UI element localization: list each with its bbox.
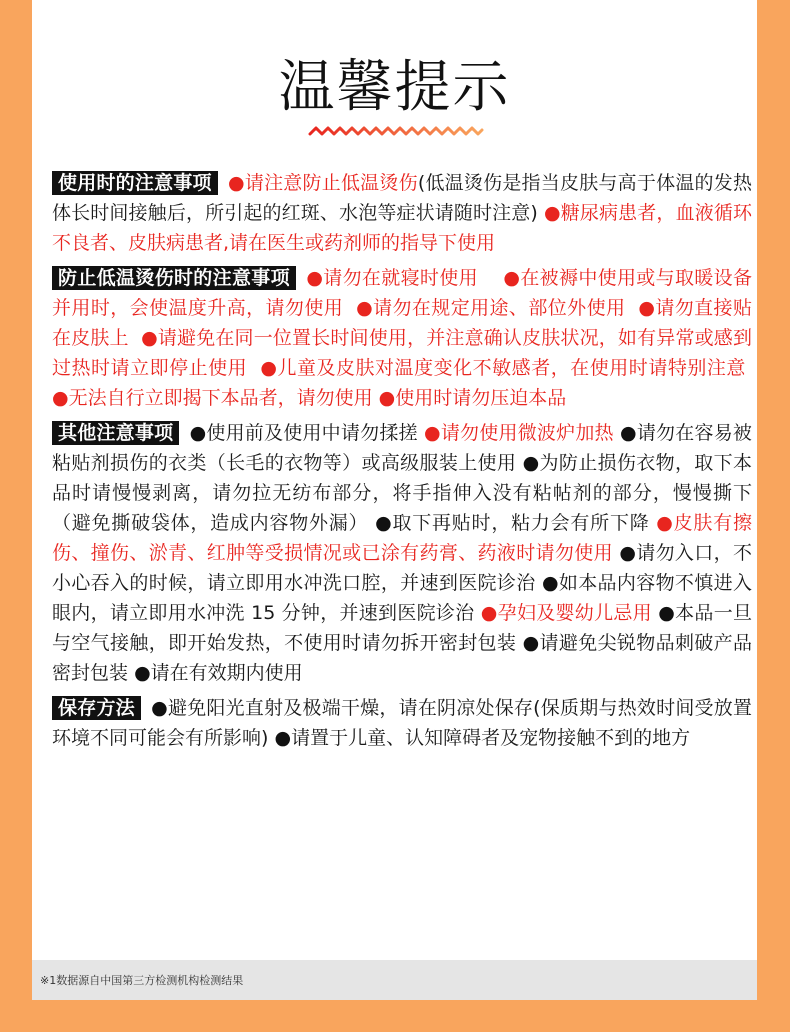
section-header: 防止低温烫伤时的注意事项 [52,266,296,290]
list-item: ●糖尿病患者，血液循环不良者、皮肤病患者,请在医生或药剂师的指导下使用 [52,202,752,254]
list-item: ●本品一旦与空气接触，即开始发热，不使用时请勿拆开密封包装 [52,602,752,654]
list-item: ●请注意防止低温烫伤 [228,172,418,194]
list-item: ●请勿入口，不小心吞入的时候，请立即用水冲洗口腔，并速到医院诊治 [52,542,752,594]
notice-content [52,168,752,758]
list-item: ●请勿在容易被粘贴剂损伤的衣类（长毛的衣物等）或高级服装上使用 [52,422,752,474]
notice-page [32,0,757,1000]
list-item: ●请避免在同一位置长时间使用，并注意确认皮肤状况，如有异常或感到过热时请立即停止使用 [52,327,752,379]
section-other-notes [52,418,752,688]
list-item: ●如本品内容物不慎进入眼内，请立即用水冲洗 15 分钟，并速到医院诊治 [52,572,752,624]
list-item: ●请勿在就寝时使用 [306,267,478,289]
list-item: ●取下再贴时，粘力会有所下降 [375,512,650,534]
section-low-temp-burn [52,263,752,413]
list-item: ●请避免尖锐物品刺破产品密封包装 [52,632,752,684]
list-item: ●避免阳光直射及极端干燥，请在阴凉处保存(保质期与热效时间受放置环境不同可能会有所影响) [52,697,752,749]
list-item: ●使用时请勿压迫本品 [378,387,567,409]
list-item: ●在被褥中使用或与取暖设备并用时，会使温度升高，请勿使用 [52,267,752,319]
list-item: ●请勿在规定用途、部位外使用 [356,297,626,319]
list-item-text: (低温烫伤是指当皮肤与高于体温的发热体长时间接触后，所引起的红斑、水泡等症状请随时注意) [52,172,752,224]
list-item: ●使用前及使用中请勿揉搓 [189,422,418,444]
list-item: ●儿童及皮肤对温度变化不敏感者，在使用时请特别注意 [260,357,746,379]
section-usage-notes [52,168,752,258]
section-storage [52,693,752,753]
list-item: ●无法自行立即揭下本品者，请勿使用 [52,387,373,409]
section-header: 其他注意事项 [52,421,179,445]
list-item: ●请勿使用微波炉加热 [424,422,614,444]
footer-bar [32,960,757,1000]
list-item: ●孕妇及婴幼儿忌用 [480,602,652,624]
section-header: 使用时的注意事项 [52,171,218,195]
list-item: ●请勿直接贴在皮肤上 [52,297,752,349]
list-item: ●请在有效期内使用 [134,662,303,684]
list-item: ●请置于儿童、认知障碍者及宠物接触不到的地方 [274,727,691,749]
footer-note: ※1数据源自中国第三方检测机构检测结果 [40,974,244,987]
list-item: ●为防止损伤衣物，取下本品时请慢慢剥离，请勿拉无纺布部分，将手指伸入没有粘帖剂的部分，慢慢撕下（避免撕破袋体，造成内容物外漏） [52,452,752,534]
section-header: 保存方法 [52,696,141,720]
list-item: ●皮肤有擦伤、撞伤、淤青、红肿等受损情况或已涂有药膏、药液时请勿使用 [52,512,752,564]
page-title: 温馨提示 [278,55,511,120]
wave-divider-decoration [308,124,484,138]
